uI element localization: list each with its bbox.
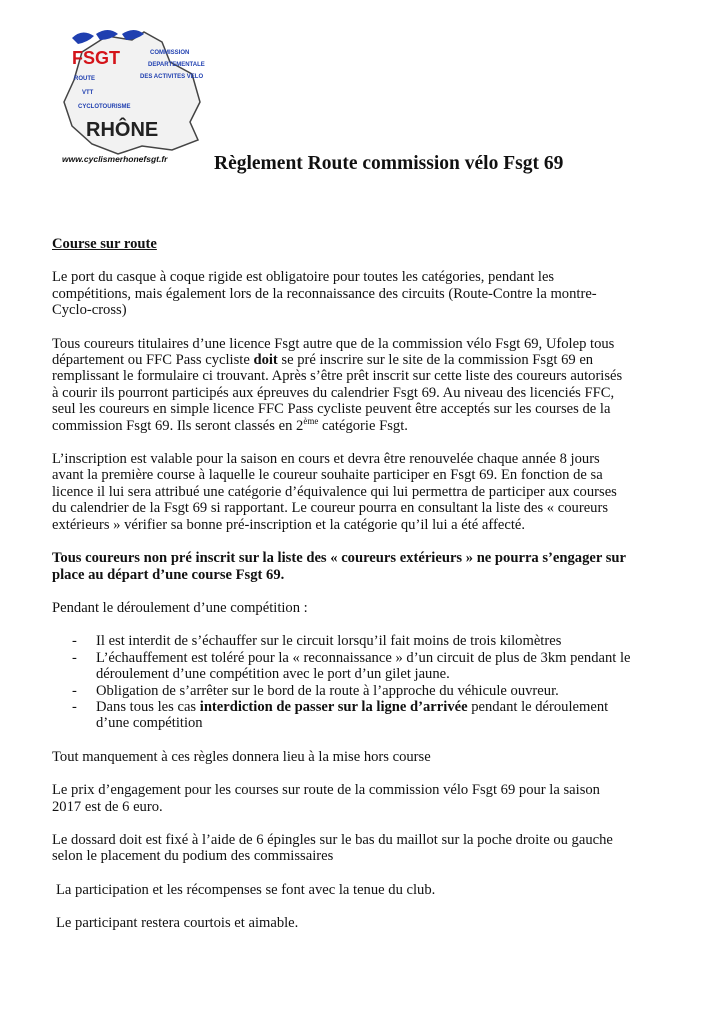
- courtesy-paragraph: Le participant restera courtois et aimable.: [56, 915, 299, 932]
- list-item: [52, 650, 632, 683]
- list-dash: -: [72, 698, 77, 715]
- list-dash: -: [72, 633, 77, 650]
- registration-text-d: catégorie Fsgt.: [318, 417, 408, 434]
- club-kit-paragraph: La participation et les récompenses se font avec la tenue du club.: [56, 881, 436, 898]
- helmet-paragraph: Le port du casque à coque rigide est obligatoire pour toutes les catégories, pendant les compétitions, mais également lors de la reconnaissance des circuits (Route-Contre la montre- Cyclo-cross): [52, 269, 597, 319]
- registration-text-bold: doit: [253, 352, 278, 369]
- rule-text-c: pendant le déroulement d’une compétition: [96, 698, 609, 732]
- list-dash: -: [72, 682, 77, 699]
- list-item: [52, 699, 632, 732]
- logo-side-text-1: COMMISSION: [150, 50, 190, 56]
- document-body: [52, 236, 632, 949]
- validity-paragraph: L’inscription est valable pour la saison en cours et devra être renouvelée chaque année 8 jours avant la première course à laquelle le coureur souhaite participer en Fsgt 69. En fonction de sa licence il lui sera attribué une catégorie d’équivalence qui lui permettra de participer aux courses du calendrier de la Fsgt 69 si rapportant. Le coureur pourra en consultant la liste des « coureurs extérieurs » vérifier sa bonne pré-inscription et la catégorie qu’il lui a été affecté.: [52, 451, 617, 533]
- rule-text: Obligation de s’arrêter sur le bord de la route à l’approche du véhicule ouvreur.: [96, 682, 559, 699]
- list-dash: -: [72, 649, 77, 666]
- logo-route-text: ROUTE: [74, 76, 95, 82]
- registration-superscript: ème: [303, 415, 319, 426]
- section-heading: Course sur route: [52, 236, 157, 252]
- warning-paragraph: Tous coureurs non pré inscrit sur la liste des « coureurs extérieurs » ne pourra s’engager sur place au départ d’une course Fsgt 69.: [52, 550, 626, 583]
- logo-website-text: www.cyclismerhonefsgt.fr: [62, 154, 168, 164]
- logo-side-text-2: DEPARTEMENTALE: [148, 62, 205, 68]
- rule-text: L’échauffement est toléré pour la « reconnaissance » d’un circuit de plus de 3km pendant le déroulement d’une compétition avec le port d’un gilet jaune.: [96, 649, 631, 683]
- list-item: [52, 633, 632, 649]
- logo-vtt-text: VTT: [82, 90, 94, 96]
- registration-text-a: Tous coureurs titulaires d’une licence Fsgt autre que de la commission vélo Fsgt 69, Ufolep tous département ou FFC Pass cycliste: [52, 335, 615, 369]
- registration-text-c: se pré inscrire sur le site de la commission Fsgt 69 en remplissant le formulaire ci trouvant. Après s’être prêt inscrit sur cette liste des coureurs autorisés à courir ils pourront participés aux épreuves du calendrier Fsgt 69. Au niveau des licenciés FFC, seul les coureurs en simple licence FFC Pass cycliste peuvent être acceptés sur les courses de la commission Fsgt 69. Ils seront classés en 2: [52, 352, 623, 434]
- penalty-paragraph: Tout manquement à ces règles donnera lieu à la mise hors course: [52, 748, 431, 765]
- registration-paragraph: [52, 336, 632, 434]
- logo-region-text: RHÔNE: [86, 119, 159, 141]
- rule-text-a: Dans tous les cas: [96, 698, 200, 715]
- rule-text: Il est interdit de s’échauffer sur le circuit lorsqu’il fait moins de trois kilomètres: [96, 633, 562, 650]
- logo-cyclo-text: CYCLOTOURISME: [78, 104, 131, 110]
- logo-side-text-3: DES ACTIVITES VELO: [140, 74, 204, 80]
- page-title: Règlement Route commission vélo Fsgt 69: [214, 153, 564, 174]
- rules-list: [52, 633, 632, 731]
- during-competition-intro: Pendant le déroulement d’une compétition :: [52, 599, 308, 616]
- fee-paragraph: Le prix d’engagement pour les courses sur route de la commission vélo Fsgt 69 pour la saison 2017 est de 6 euro.: [52, 782, 600, 815]
- fsgt-rhone-logo: [52, 22, 212, 172]
- logo-fsgt-text: FSGT: [72, 48, 120, 68]
- list-item: [52, 683, 632, 699]
- bib-paragraph: Le dossard doit est fixé à l’aide de 6 épingles sur le bas du maillot sur la poche droite ou gauche selon le placement du podium des commissaires: [52, 831, 613, 865]
- rule-text-bold: interdiction de passer sur la ligne d’arrivée: [199, 698, 468, 715]
